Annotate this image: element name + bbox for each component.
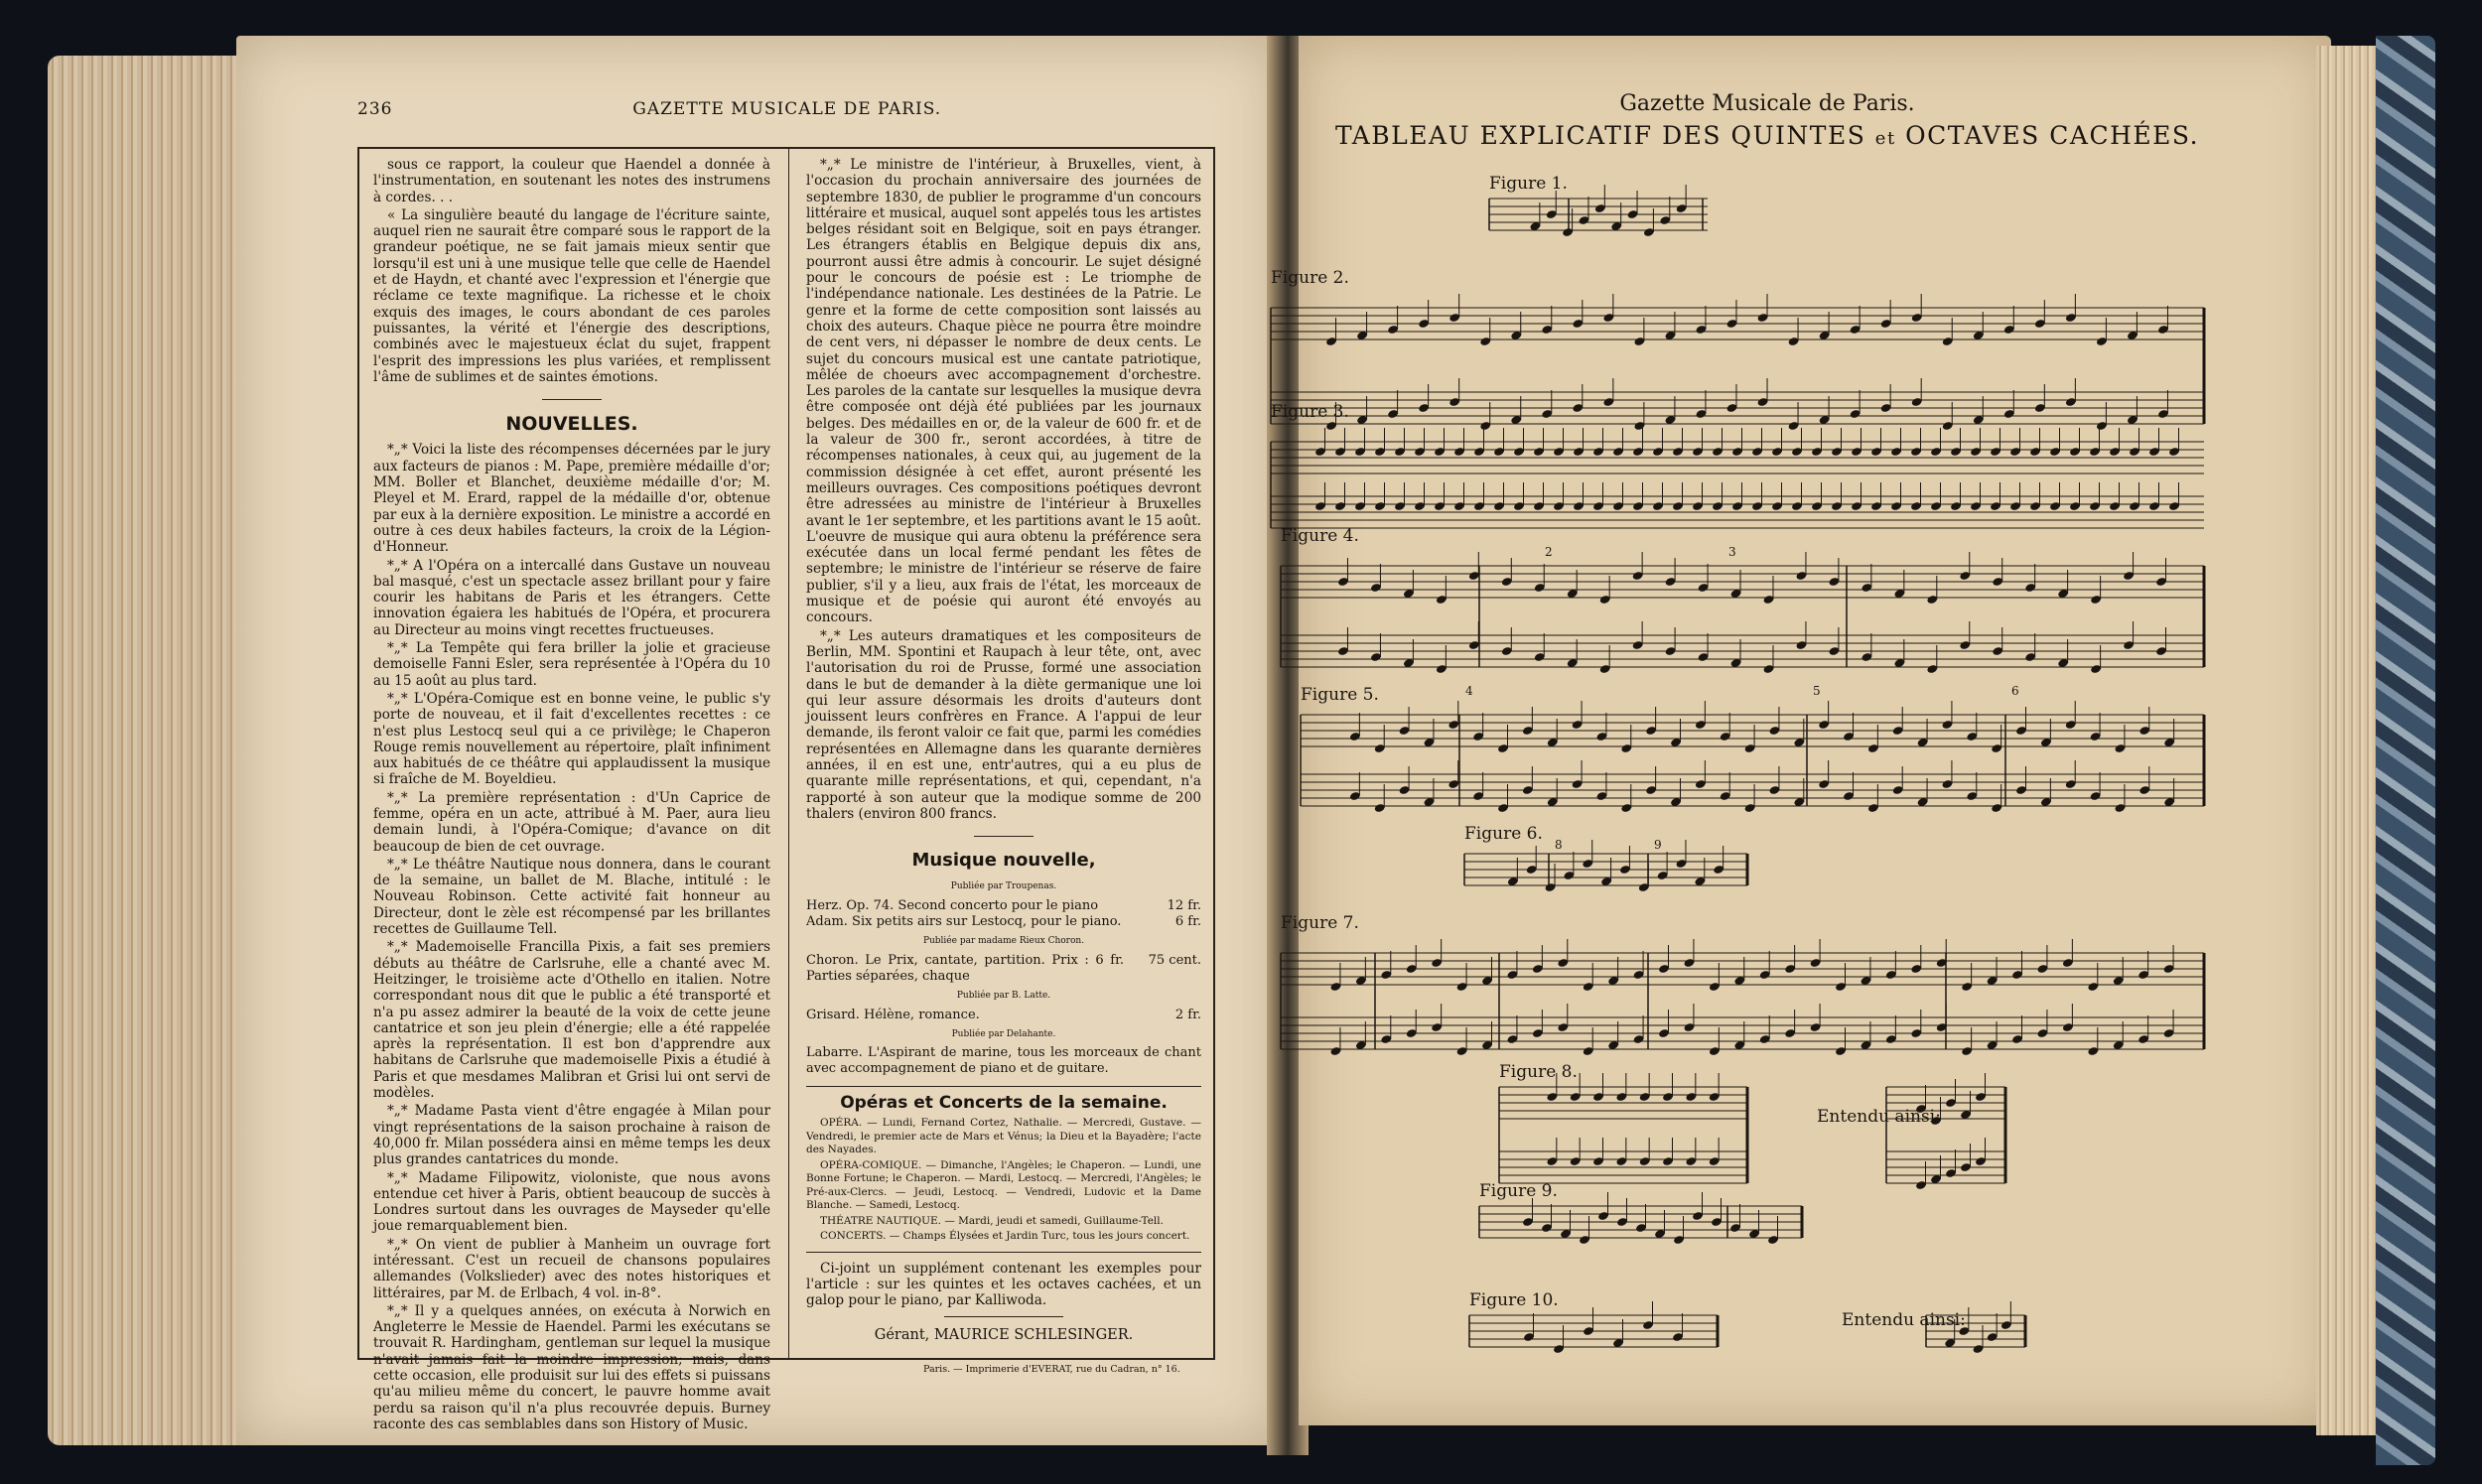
listing-price: 6 fr. (1174, 914, 1201, 930)
listing-price: 12 fr. (1167, 897, 1201, 913)
section-rule (974, 836, 1034, 837)
figure-label: Figure 10. (1469, 1290, 1559, 1310)
intro-paragraph: « La singulière beauté du langage de l'écriture sainte, auquel rien ne saurait être comparé sous le rapport de la grandeur poétique, ne se fait jamais mieux sentir que lorsqu'il est uni à une musique telle que celle de Haendel et de Haydn, et chanté avec l'expression et l'énergie que réclame ce texte magnifique. La richesse et le choix exquis des images, le cours abondant de ces paroles puissantes, la vérité et l'énergie des descriptions, combinés avec le majestueux éclat du sujet, frappent l'esprit des impressions les plus variées, et remplissent l'âme de sublimes et de saintes émotions. (373, 206, 770, 385)
news-item: *„* La Tempête qui fera briller la jolie et gracieuse demoiselle Fanni Esler, sera représentée à l'Opéra du 10 au 15 août au plus tard. (373, 640, 770, 689)
page-number: 236 (357, 99, 393, 119)
music-examples (1251, 0, 2283, 1390)
gerant-signature: Gérant, MAURICE SCHLESINGER. (874, 1327, 1134, 1344)
news-item: *„* On vient de publier à Manheim un ouvrage fort intéressant. C'est un recueil de chansons populaires allemandes (Volkslieder) avec des notes historiques et littéraires, par M. de Erlbach, 4 vol. in-8°. (373, 1236, 770, 1301)
left-page-edges (48, 56, 246, 1445)
news-item: *„* Madame Pasta vient d'être engagée à Milan pour vingt représentations de la saison prochaine à raison de 40,000 fr. Milan possédera ainsi en même temps les deux plus grandes cantatrices du monde. (373, 1103, 770, 1168)
title-part2: OCTAVES CACHÉES. (1905, 121, 2200, 150)
title-et: et (1874, 128, 1896, 149)
title-part1: TABLEAU EXPLICATIF DES QUINTES (1334, 121, 1866, 150)
figure-label: Figure 3. (1271, 402, 1349, 422)
publisher-label: Publiée par Troupenas. (950, 881, 1057, 892)
news-item: *„* Les auteurs dramatiques et les compositeurs de Berlin, MM. Spontini et Raupach à leur tête, ont, avec l'autorisation du roi de Prusse, formé une association dans le but de demander à la diète germanique une loi qui leur assure désormais les droits d'auteurs dont jouissent leurs confrères en France. A l'appui de leur demande, ils feront valoir ce fait que, parmi les comédies représentées en Allemagne dans les quarante dernières années, il en est une, entr'autres, qui a eu plus de quarante mille représentations, et qui, cependant, n'a rapporté à son auteur que la modique somme de 200 thalers (environ 800 francs. (806, 627, 1201, 822)
section-rule (542, 399, 602, 400)
news-item: *„* Il y a quelques années, on exécuta à Norwich en Angleterre le Messie de Haendel. Parmi les exécutans se trouvait R. Hardingham, gentleman sur lequel la musique n'avait jamais fait la moindre impression; mais, dans cette occasion, elle produisit sur lui des effets si puissans qu'au milieu même du concert, le pauvre homme avait perdu sa raison qu'il n'a plus recouvrée depuis. Burney raconte des cas semblables dans son History of Music. (373, 1302, 770, 1432)
publisher-label: Publiée par madame Rieux Choron. (922, 936, 1085, 947)
news-item: *„* L'Opéra-Comique est en bonne veine, le public s'y porte de nouveau, et il fait d'excellentes recettes : ce n'est plus Lestocq seul qui a ce privilège; le Chaperon Rouge remis nouvellement au répertoire, plaît infiniment aux habitués de ce théâtre qui applaudissent la musique si fraîche de M. Boyeldieu. (373, 690, 770, 788)
right-column (806, 157, 1201, 1344)
news-item: *„* La première représentation : d'Un Caprice de femme, opéra en un acte, attribué à M. Paer, aura lieu demain lundi, à l'Opéra-Comique; d'avance on dit beaucoup de bien de cet ouvrage. (373, 789, 770, 855)
listing-text: Herz. Op. 74. Second concerto pour le piano (806, 897, 1099, 913)
listing-price: 2 fr. (1174, 1007, 1201, 1022)
section-title-nouvelles: NOUVELLES. (505, 413, 638, 436)
news-item: *„* Mademoiselle Francilla Pixis, a fait ses premiers débuts au théâtre de Carlsruhe, elle a chanté avec M. Heitzinger, le troisième acte d'Othello en italien. Notre correspondant nous dit que le public a été transporté et n'a pu assez admirer la beauté de la voix de cette jeune cantatrice et son jeu plein d'énergie; elle a été rappelée après la représentation. Il est bon d'apprendre aux habitans de Carlsruhe que mademoiselle Pixis a étudié à Paris et que mesdames Malibran et Grisi lui ont servi de modèles. (373, 939, 770, 1102)
figure-label: Figure 7. (1281, 913, 1359, 933)
listing-text: Choron. Le Prix, cantate, partition. Prix : 6 fr. Parties séparées, chaque (806, 952, 1124, 984)
listing-row (806, 914, 1201, 930)
column-divider (788, 149, 789, 1358)
publisher-label: Publiée par B. Latte. (956, 991, 1051, 1002)
figure-labels (1271, 174, 2019, 1330)
measure-number: 8 (1555, 838, 1563, 852)
figure-label: Entendu ainsi: (1817, 1107, 1941, 1127)
measure-number: 3 (1728, 545, 1736, 559)
listing-text: Labarre. L'Aspirant de marine, tous les morceaux de chant avec accompagnement de piano et de guitare. (806, 1045, 1201, 1077)
opera-listing: THÉATRE NAUTIQUE. — Mardi, jeudi et samedi, Guillaume-Tell. (820, 1214, 1164, 1227)
measure-number: 6 (2011, 684, 2019, 698)
running-head-title: GAZETTE MUSICALE DE PARIS. (632, 99, 942, 119)
measure-number: 4 (1465, 684, 1473, 698)
intro-paragraph: sous ce rapport, la couleur que Haendel a donnée à l'instrumentation, en soutenant les notes des instrumens à cordes. . . (373, 157, 770, 205)
staff-lines (1271, 199, 2204, 1347)
section-rule (806, 1252, 1201, 1253)
section-title-operas: Opéras et Concerts de la semaine. (840, 1092, 1168, 1113)
figure-label: Figure 2. (1271, 268, 1349, 288)
figure-label: Figure 6. (1464, 824, 1543, 844)
figure-label: Figure 9. (1479, 1181, 1558, 1201)
listing-row (806, 1045, 1201, 1078)
section-rule (806, 1086, 1201, 1087)
news-item: *„* A l'Opéra on a intercallé dans Gustave un nouveau bal masqué, c'est un spectacle assez brillant pour y faire courir les habitans de Paris et les étrangers. Cette innovation égaiera les habitués de l'Opéra, et procurera au Directeur au moins vingt recettes fructueuses. (373, 557, 770, 638)
news-item: *„* Voici la liste des récompenses décernées par le jury aux facteurs de pianos : M. Pape, première médaille d'or; MM. Boller et Blanchet, deuxième médaille d'or; M. Pleyel et M. Erard, rappel de la médaille d'or, obtenue par eux à la dernière exposition. Le ministre a accordé en outre à ces deux habiles facteurs, la croix de la Légion-d'Honneur. (373, 442, 770, 556)
opera-listing: OPÉRA-COMIQUE. — Dimanche, l'Angèles; le Chaperon. — Lundi, une Bonne Fortune; le Chaperon. — Mardi, Lestocq. — Mercredi, l'Angèles; le Pré-aux-Clercs. — Jeudi, Lestocq. — Vendredi, Ludovic et la Dame Blanche. — Samedi, Lestocq. (806, 1158, 1201, 1212)
listing-text: Grisard. Hélène, romance. (806, 1007, 980, 1022)
left-running-head (357, 99, 1211, 119)
publisher-label: Publiée par Delahante. (951, 1028, 1056, 1039)
news-item: *„* Le théâtre Nautique nous donnera, dans le courant de la semaine, un ballet de M. Blache, intitulé : le Nouveau Robinson. Cette activité fait honneur au Directeur, dont le zèle est récompensé par les brillantes recettes de Guillaume Tell. (373, 856, 770, 938)
listing-row (806, 898, 1201, 914)
left-column (373, 157, 770, 1434)
figure-label: Figure 1. (1489, 174, 1568, 194)
supplement-note: Ci-joint un supplément contenant les exemples pour l'article : sur les quintes et les octaves cachées, et un galop pour le piano, par Kalliwoda. (806, 1260, 1201, 1309)
listing-price: 75 cent. (1148, 952, 1201, 968)
measure-number: 2 (1545, 545, 1553, 559)
figure-label: Figure 5. (1301, 685, 1379, 705)
opera-listing: OPÉRA. — Lundi, Fernand Cortez, Nathalie. — Mercredi, Gustave. — Vendredi, le premier acte de Mars et Vénus; la Dieu et la Bayadère; l'acte des Nayades. (806, 1117, 1201, 1156)
measure-number: 9 (1654, 838, 1662, 852)
imprint-line: Paris. — Imprimerie d'EVERAT, rue du Cadran, n° 16. (923, 1364, 1180, 1375)
figure-label: Entendu ainsi: (1842, 1310, 1966, 1330)
figure-label: Figure 8. (1499, 1062, 1578, 1082)
news-item: *„* Le ministre de l'intérieur, à Bruxelles, vient, à l'occasion du prochain anniversaire des journées de septembre 1830, de publier le programme d'un concours littéraire et musical, auquel sont appelés tous les artistes belges résidant soit en Belgique, soit en pays étranger. Les étrangers établis en Belgique depuis dix ans, pourront aussi être admis à concourir. Le sujet désigné pour le concours de poésie est : Le triomphe de l'indépendance nationale. Les destinées de la Patrie. Le genre et la forme de cette composition sont laissés au choix des auteurs. Chaque pièce ne pourra être moindre de cent vers, ni dépasser le nombre de deux cents. Le sujet du concours musical est une cantate patriotique, mêlée de choeurs avec accompagnement d'orchestre. Les paroles de la cantate sur lesquelles la musique devra être composée ont déjà été publiées par les journaux belges. Des médailles en or, de la valeur de 600 fr. et de la valeur de 300 fr., seront accordées, à titre de récompenses nationales, à ceux qui, au jugement de la commission désignée à cet effet, auront présenté les meilleurs ouvrages. Ces compositions poétiques devront être adressées au ministre de l'intérieur à Bruxelles avant le 1er septembre, et les partitions avant le 15 août. L'oeuvre de musique qui aura obtenu la préférence sera exécutée dans un local fermé pendant les fêtes de septembre; le ministre de l'intérieur se réserve de faire publier, s'il y a lieu, aux frais de l'état, les morceaux de musique et de poésie qui auront été envoyés au concours. (806, 157, 1201, 626)
listing-row (806, 1008, 1201, 1023)
section-title-musique: Musique nouvelle, (911, 850, 1096, 872)
measure-number: 5 (1813, 684, 1821, 698)
figure-label: Figure 4. (1281, 526, 1359, 546)
marbled-cover (2376, 36, 2435, 1465)
listing-text: Adam. Six petits airs sur Lestocq, pour le piano. (806, 914, 1122, 930)
section-rule (944, 1316, 1063, 1317)
right-running-head: Gazette Musicale de Paris. (1619, 91, 1915, 116)
opera-listing: CONCERTS. — Champs Élysées et Jardin Turc, tous les jours concert. (820, 1230, 1190, 1243)
news-item: *„* Madame Filipowitz, violoniste, que nous avons entendue cet hiver à Paris, obtient beaucoup de succès à Londres surtout dans les ouvrages de Mayseder qu'elle joue remarquablement bien. (373, 1169, 770, 1235)
listing-row (806, 953, 1201, 986)
